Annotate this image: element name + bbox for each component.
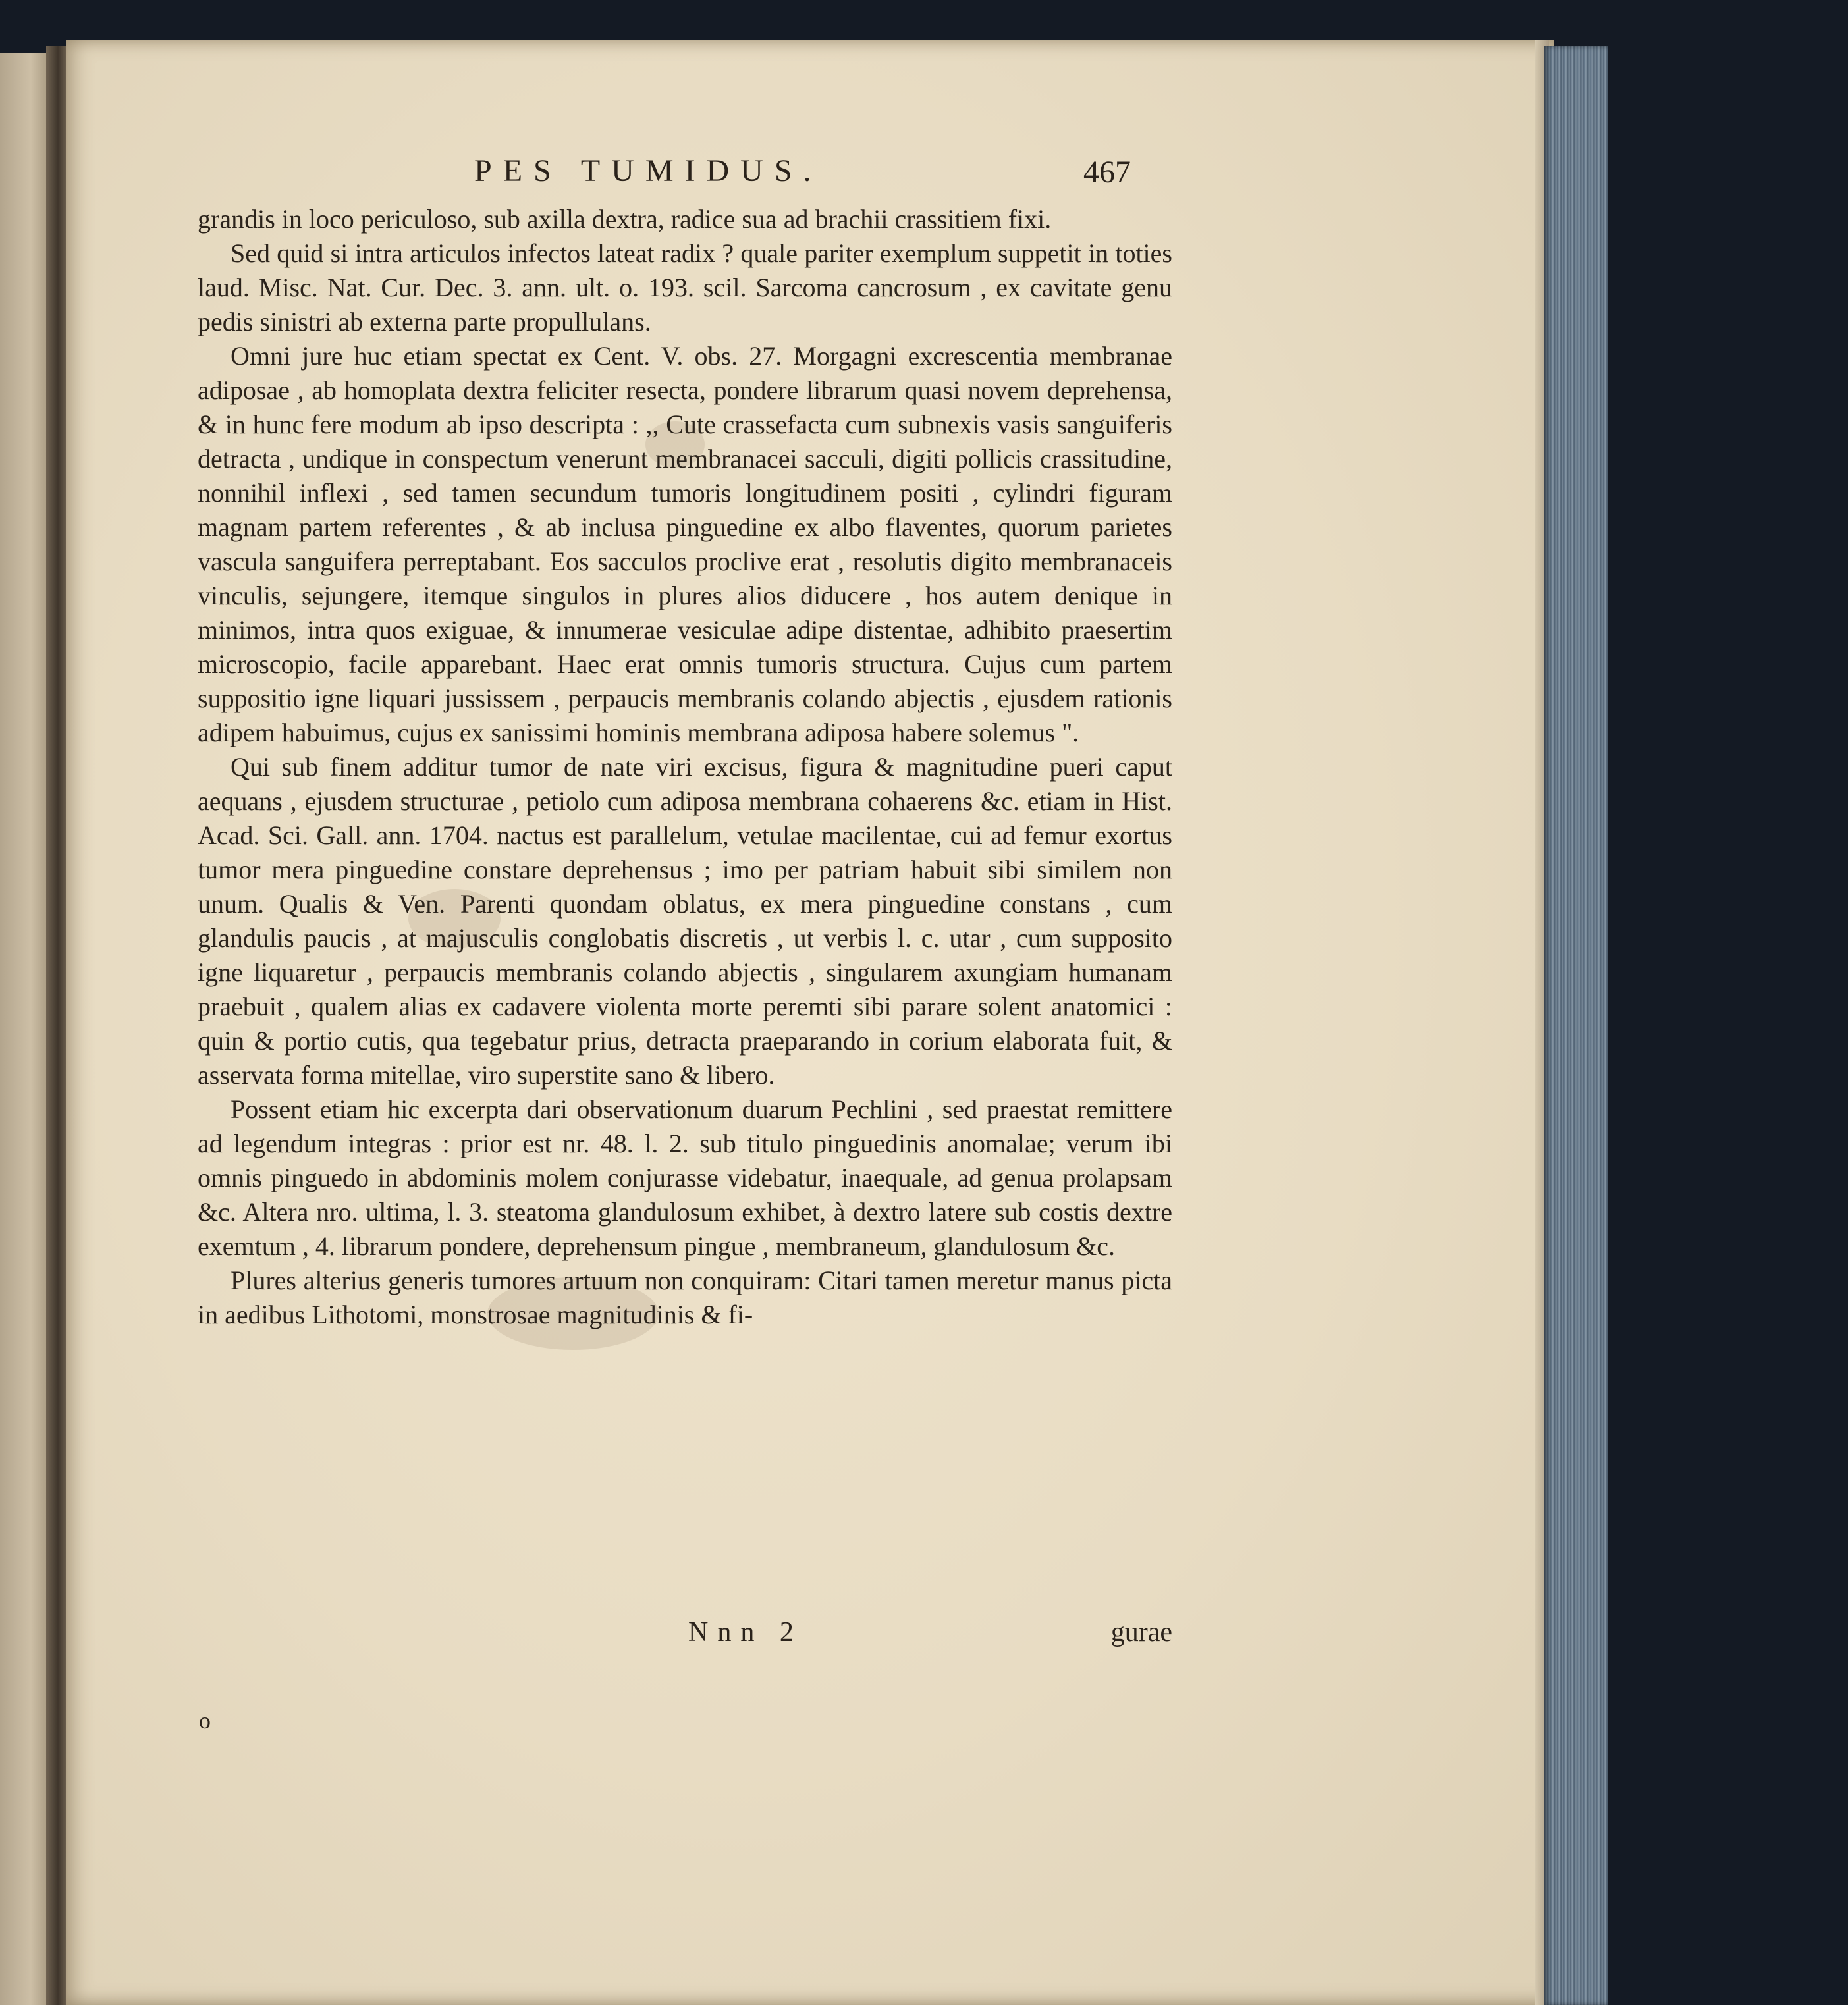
paragraph: Qui sub finem additur tumor de nate viri excisus, figura & magnitudine pueri caput aequans , ejusdem structurae , petiolo cum adiposa membrana cohaerens &c. etiam in Hist. Acad. Sci. Gall. ann. 1704. nactus est parallelum, vetulae macilentae, cui ad femur exortus tumor mera pinguedine constare deprehensus ; imo per patriam habuit sibi similem non unum. Qualis & Ven. Parenti quondam oblatus, ex mera pinguedine constans , cum glandulis paucis , at majusculis conglobatis discretis , ut verbis l. c. utar , cum supposito igne liquaretur , perpaucis membranis colando abjectis , singularem axungiam humanam praebuit , qualem alias ex cadavere violenta morte peremti sibi parare solent anatomici : quin & portio cutis, qua tegebatur prius, detracta praeparando in corium elaborata fuit, & asservata forma mitellae, viro superstite sano & libero. [198,752,1172,1090]
paragraph: Possent etiam hic excerpta dari observationum duarum Pechlini , sed praestat remittere ad legendum integras : prior est nr. 48. l. 2. sub titulo pinguedinis anomalae; verum ibi omnis pinguedo in abdominis molem conjurasse videbatur, inaequale, ad genua prolapsam &c. Altera nro. ultima, l. 3. steatoma glandulosum exhibet, à dextro latere sub costis dextre exemtum , 4. librarum pondere, deprehensum pingue , membraneum, glandulosum &c. [198,1094,1172,1261]
running-title: PES TUMIDUS. [474,153,823,188]
fore-edge-stack [1544,46,1608,2005]
paragraph: grandis in loco periculoso, sub axilla dextra, radice sua ad brachii crassitiem fixi. [198,204,1052,234]
footer-line [198,1617,1172,1656]
paragraph: Plures alterius generis tumores artuum non conquiram: Citari tamen meretur manus picta in aedibus Lithotomi, monstrosae magnitudinis & fi- [198,1266,1172,1329]
body-text [198,202,1172,1332]
facing-page-edge [0,53,51,2005]
signature-mark: Nnn 2 [688,1617,803,1647]
margin-mark: o [199,1707,211,1734]
page-number: 467 [1083,155,1131,190]
paragraph: Omni jure huc etiam spectat ex Cent. V. obs. 27. Morgagni excrescentia membranae adiposae , ab homoplata dextra feliciter resecta, pondere librarum quasi novem deprehensa, & in hunc fere modum ab ipso descripta : ,, Cute crassefacta cum subnexis vasis sanguiferis detracta , undique in conspectum venerunt membranacei sacculi, digiti pollicis crassitudine, nonnihil inflexi , sed tamen secundum tumoris longitudinem positi , cylindri figuram magnam partem referentes , & ab inclusa pinguedine ex albo flaventes, quorum parietes vascula sanguifera perreptabant. Eos sacculos proclive erat , resolutis digito membranaceis vinculis, sejungere, itemque singulos in plures alios diducere , hos autem denique in minimos, intra quos exiguae, & innumerae vesiculae adipe distentae, adhibito praesertim microscopio, facile apparebant. Haec erat omnis tumoris structura. Cujus cum partem suppositio igne liquari jussissem , perpaucis membranis colando abjectis , ejusdem rationis adipem habuimus, cujus ex sanissimi hominis membrana adiposa habere solemus ". [198,341,1172,747]
catchword: gurae [1110,1617,1172,1647]
running-head [198,153,1166,199]
paragraph: Sed quid si intra articulos infectos lateat radix ? quale pariter exemplum suppetit in toties laud. Misc. Nat. Cur. Dec. 3. ann. ult. o. 193. scil. Sarcoma cancrosum , ex cavitate genu pedis sinistri ab externa parte propullulans. [198,238,1172,336]
